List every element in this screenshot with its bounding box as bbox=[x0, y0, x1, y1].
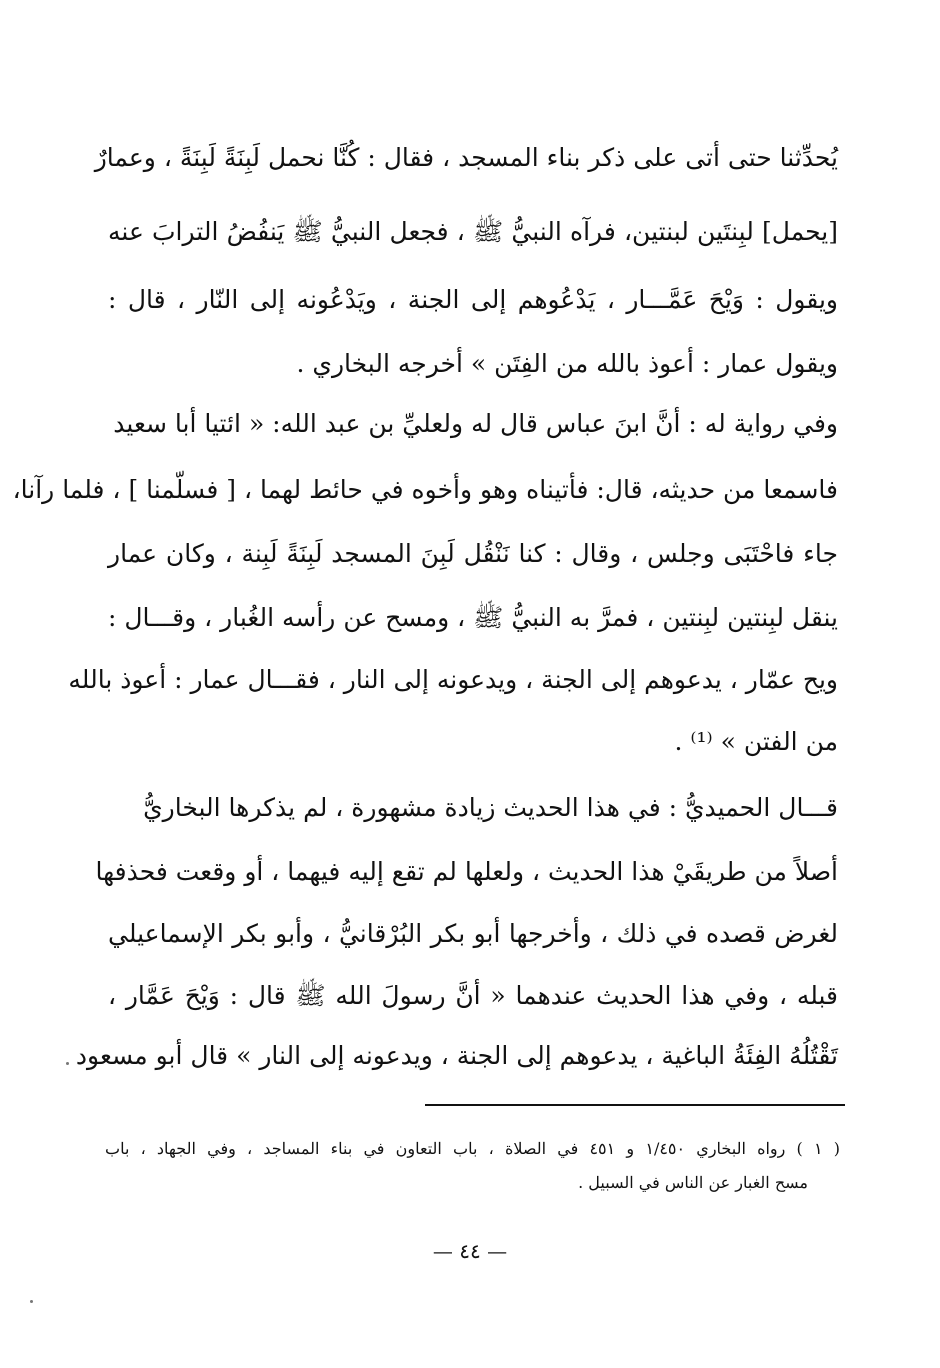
page-number: — ٤٤ — bbox=[432, 1239, 508, 1263]
footnote-line: ( ١ ) رواه البخاري ١/٤٥٠ و ٤٥١ في الصلاة ، باب التعاون في بناء المساجد ، وفي الجهاد ، باب bbox=[105, 1139, 841, 1158]
text-line: من الفتن » ⁽¹⁾ . bbox=[674, 727, 838, 756]
text-line: قـــال الحميديُّ : في هذا الحديث زيادة مشهورة ، لم يذكرها البخاريُّ bbox=[143, 793, 838, 822]
text-line: جاء فاحْتَبَى وجلس ، وقال : كنا نَنْقُل لَبِنَ المسجد لَبِنَةً لَبِنة ، وكان عمار bbox=[108, 539, 838, 568]
text-line: ينقل لبِنتين لبِنتين ، فمرَّ به النبيُّ ﷺ ، ومسح عن رأسه الغُبار ، وقـــال : bbox=[108, 603, 838, 632]
scan-speck bbox=[66, 1062, 69, 1065]
text-line: أصلاً من طريقَيْ هذا الحديث ، ولعلها لم تقع إليه فيهما ، أو وقعت فحذفها bbox=[95, 857, 838, 886]
text-line: قبله ، وفي هذا الحديث عندهما « أنَّ رسولَ الله ﷺ قال : وَيْحَ عَمَّار ، bbox=[108, 981, 838, 1010]
footnote-separator bbox=[425, 1104, 845, 1106]
text-line: وفي رواية له : أنَّ ابنَ عباس قال له ولعليِّ بن عبد الله: « ائتيا أبا سعيد bbox=[113, 409, 838, 438]
text-line: تَقْتُلُهُ الفِئَةُ الباغية ، يدعوهم إلى الجنة ، ويدعونه إلى النار » قال أبو مسعود bbox=[75, 1041, 838, 1070]
scan-speck bbox=[30, 1300, 33, 1303]
text-line: ويقول : وَيْحَ عَمَّـــار ، يَدْعُوهم إلى الجنة ، ويَدْعُونه إلى النّار ، قال : bbox=[108, 285, 838, 314]
text-line: يُحدِّثنا حتى أتى على ذكر بناء المسجد ، فقال : كُنَّا نحمل لَبِنَةً لَبِنَةً ، وعمارٌ bbox=[94, 143, 838, 172]
text-line: ويح عمّار ، يدعوهم إلى الجنة ، ويدعونه إلى النار ، فقـــال عمار : أعوذ بالله bbox=[68, 665, 838, 694]
text-line: فاسمعا من حديثه، قال: فأتيناه وهو وأخوه في حائط لهما ، [ فسلّمنا ] ، فلما رآنا، bbox=[12, 475, 838, 504]
footnote-line: مسح الغبار عن الناس في السبيل . bbox=[578, 1173, 808, 1192]
text-line: لغرض قصده في ذلك ، وأخرجها أبو بكر البُرْقانيُّ ، وأبو بكر الإسماعيلي bbox=[108, 919, 838, 948]
text-line: [يحمل] لبِنتَين لبنتين، فرآه النبيُّ ﷺ ، فجعل النبيُّ ﷺ يَنفُضُ الترابَ عنه bbox=[108, 217, 838, 246]
text-line: ويقول عمار : أعوذ بالله من الفِتَن » أخرجه البخاري . bbox=[296, 349, 838, 378]
